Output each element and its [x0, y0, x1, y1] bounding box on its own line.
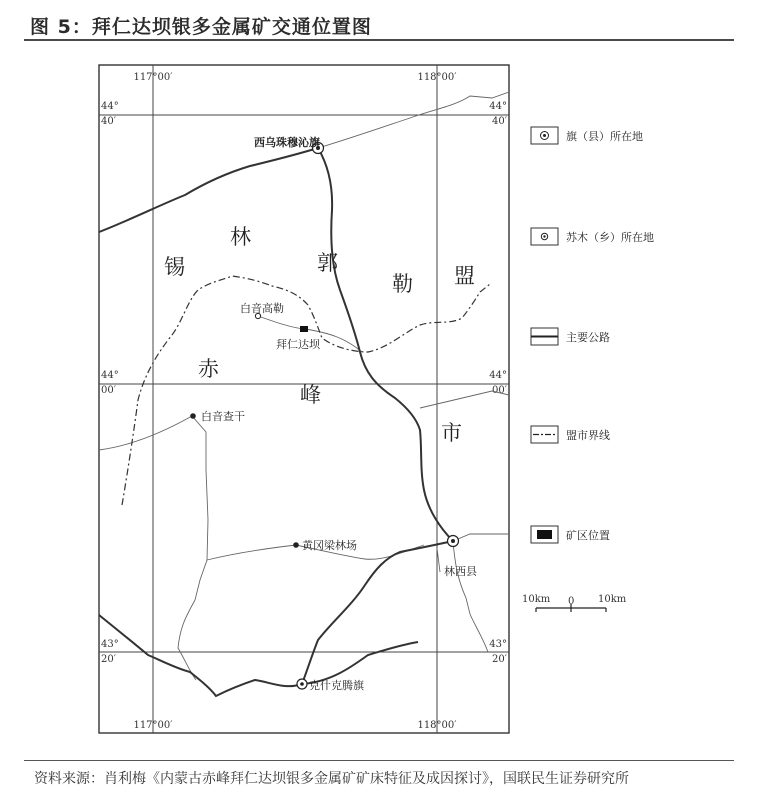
- mine-location-icon: [300, 326, 308, 332]
- main-roads: [99, 148, 453, 696]
- lat-44-40-deg-left: 44°: [101, 101, 119, 112]
- place-labels: [201, 135, 477, 692]
- lat-43-20-min-right: 20′: [492, 654, 507, 665]
- region-chifeng-char-2: 市: [441, 421, 462, 445]
- lat-44-00-min-left: 00′: [101, 385, 116, 396]
- road-linxi-south: [453, 541, 488, 652]
- lat-44-40-min-left: 40′: [101, 116, 116, 127]
- legend-label-county: 旗（县）所在地: [566, 130, 643, 143]
- road-main-west: [99, 148, 318, 232]
- legend-label-boundary: 盟市界线: [566, 429, 610, 442]
- region-xilin-char-1: 林: [230, 225, 251, 249]
- scale-right-label: 10km: [598, 594, 627, 605]
- label-bairendaba: 拜仁达坝: [276, 338, 320, 351]
- scale-middle-label: 0: [568, 596, 575, 607]
- township-icon: [541, 233, 547, 239]
- lat-43-20-deg-right: 43°: [489, 639, 507, 650]
- lat-43-20-min-left: 20′: [101, 654, 116, 665]
- road-linxi-east: [453, 534, 509, 541]
- figure-source: 资料来源：肖利梅《内蒙古赤峰拜仁达坝银多金属矿矿床特征及成因探讨》，国联民生证券研究所: [34, 771, 629, 787]
- county-seat-icon: [541, 132, 549, 140]
- road-xiwu-northeast: [318, 92, 509, 148]
- region-chifeng-char-0: 赤: [198, 357, 219, 381]
- lat-44-00-deg-right: 44°: [489, 370, 507, 381]
- legend: [522, 127, 654, 612]
- county-seat-icon: [448, 536, 459, 547]
- region-chifeng-char-1: 峰: [300, 383, 321, 407]
- road-linxi-keshiketeng: [302, 541, 453, 684]
- road-keshiketeng-east: [302, 642, 418, 684]
- township-icon: [293, 542, 299, 548]
- region-xilin-char-3: 勒: [392, 272, 413, 296]
- lon-118-bottom: 118°00′: [417, 720, 457, 731]
- lon-117-top: 117°00′: [133, 72, 173, 83]
- legend-label-township: 苏木（乡）所在地: [566, 231, 654, 244]
- label-huanggangliang: 黄冈梁林场: [302, 539, 357, 552]
- lat-43-20-deg-left: 43°: [101, 639, 119, 650]
- label-linxi: 林西县: [444, 565, 477, 578]
- label-baiyingaole: 白音高勒: [240, 302, 284, 315]
- road-keshiketeng-west: [99, 615, 302, 696]
- lat-44-40-deg-right: 44°: [489, 101, 507, 112]
- label-baiyinchagan: 白音查干: [201, 410, 245, 423]
- scale-bar: [522, 594, 627, 612]
- mine-location-icon: [537, 530, 552, 539]
- lat-44-00-min-right: 00′: [492, 385, 507, 396]
- lon-118-top: 118°00′: [417, 72, 457, 83]
- township-icon: [190, 413, 196, 419]
- lat-44-40-min-right: 40′: [492, 116, 507, 127]
- region-xilin-char-2: 郭: [317, 251, 338, 275]
- label-keshiketeng: 克什克腾旗: [309, 679, 364, 692]
- legend-label-mine: 矿区位置: [566, 529, 610, 542]
- source-rule: [24, 760, 734, 761]
- region-xilin-char-0: 锡: [164, 255, 185, 279]
- lon-117-bottom: 117°00′: [133, 720, 173, 731]
- legend-label-road: 主要公路: [566, 331, 610, 344]
- lat-44-00-deg-left: 44°: [101, 370, 119, 381]
- county-seat-icon: [297, 679, 307, 689]
- label-xiwuzhumuqin: 西乌珠穆沁旗: [254, 136, 320, 149]
- scale-left-label: 10km: [522, 594, 551, 605]
- region-xilin-char-4: 盟: [454, 264, 475, 288]
- figure-title: 图 5：拜仁达坝银多金属矿交通位置图: [30, 16, 372, 38]
- road-main-north-south: [318, 148, 453, 541]
